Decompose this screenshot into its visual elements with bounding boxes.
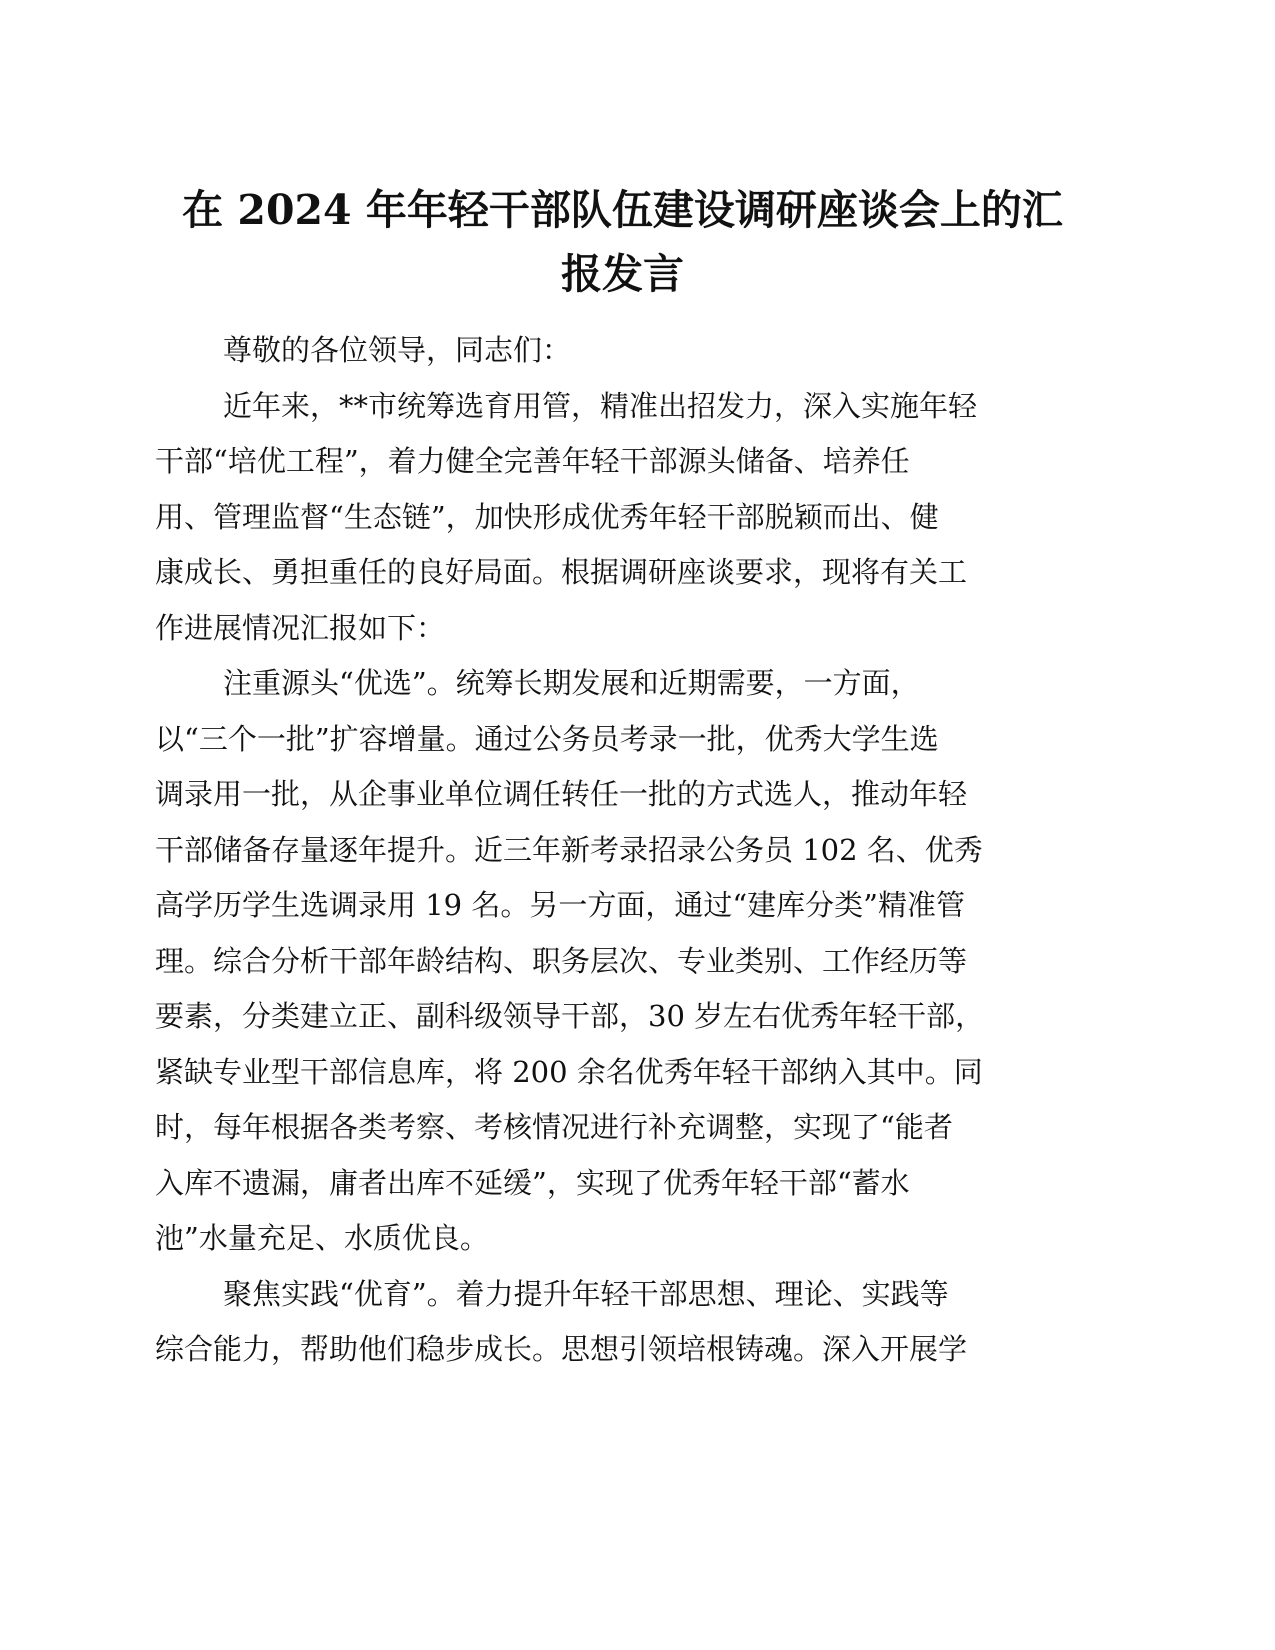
body-line: 理。综合分析干部年龄结构、职务层次、专业类别、工作经历等: [155, 943, 968, 978]
body-line: 时，每年根据各类考察、考核情况进行补充调整，实现了“能者: [155, 1110, 953, 1144]
document-title: [150, 178, 1095, 306]
body-line: 干部“培优工程”，着力健全完善年轻干部源头储备、培养任: [155, 444, 910, 478]
body-line: 聚焦实践“优育”。着力提升年轻干部思想、理论、实践等: [223, 1276, 949, 1311]
body-line: 康成长、勇担重任的良好局面。根据调研座谈要求，现将有关工: [155, 555, 968, 589]
body-line: 综合能力，帮助他们稳步成长。思想引领培根铸魂。深入开展学: [155, 1332, 968, 1366]
body-line: 以“三个一批”扩容增量。通过公务员考录一批，优秀大学生选: [155, 721, 939, 756]
body-line: 尊敬的各位领导，同志们：: [223, 333, 572, 367]
body-line: 池”水量充足、水质优良。: [155, 1221, 489, 1255]
title-line-1: 在 2024 年年轻干部队伍建设调研座谈会上的汇: [182, 186, 1063, 234]
title-line-2: 报发言: [561, 250, 684, 298]
body-line: 紧缺专业型干部信息库，将 200 余名优秀年轻干部纳入其中。同: [155, 1054, 983, 1089]
body-line: 入库不遗漏，庸者出库不延缓”，实现了优秀年轻干部“蓄水: [155, 1165, 910, 1200]
body-line: 作进展情况汇报如下：: [155, 610, 446, 645]
body-line: 近年来，**市统筹选育用管，精准出招发力，深入实施年轻: [223, 388, 978, 423]
body-line: 注重源头“优选”。统筹长期发展和近期需要，一方面，: [223, 666, 920, 700]
body-line: 高学历学生选调录用 19 名。另一方面，通过“建库分类”精准管: [155, 888, 965, 922]
body-line: 调录用一批，从企事业单位调任转任一批的方式选人，推动年轻: [155, 777, 968, 811]
body-line: 要素，分类建立正、副科级领导干部，30 岁左右优秀年轻干部，: [155, 999, 985, 1033]
body-line: 干部储备存量逐年提升。近三年新考录招录公务员 102 名、优秀: [155, 832, 983, 867]
body-line: 用、管理监督“生态链”，加快形成优秀年轻干部脱颖而出、健: [155, 499, 939, 534]
document-body: [155, 323, 1095, 1378]
